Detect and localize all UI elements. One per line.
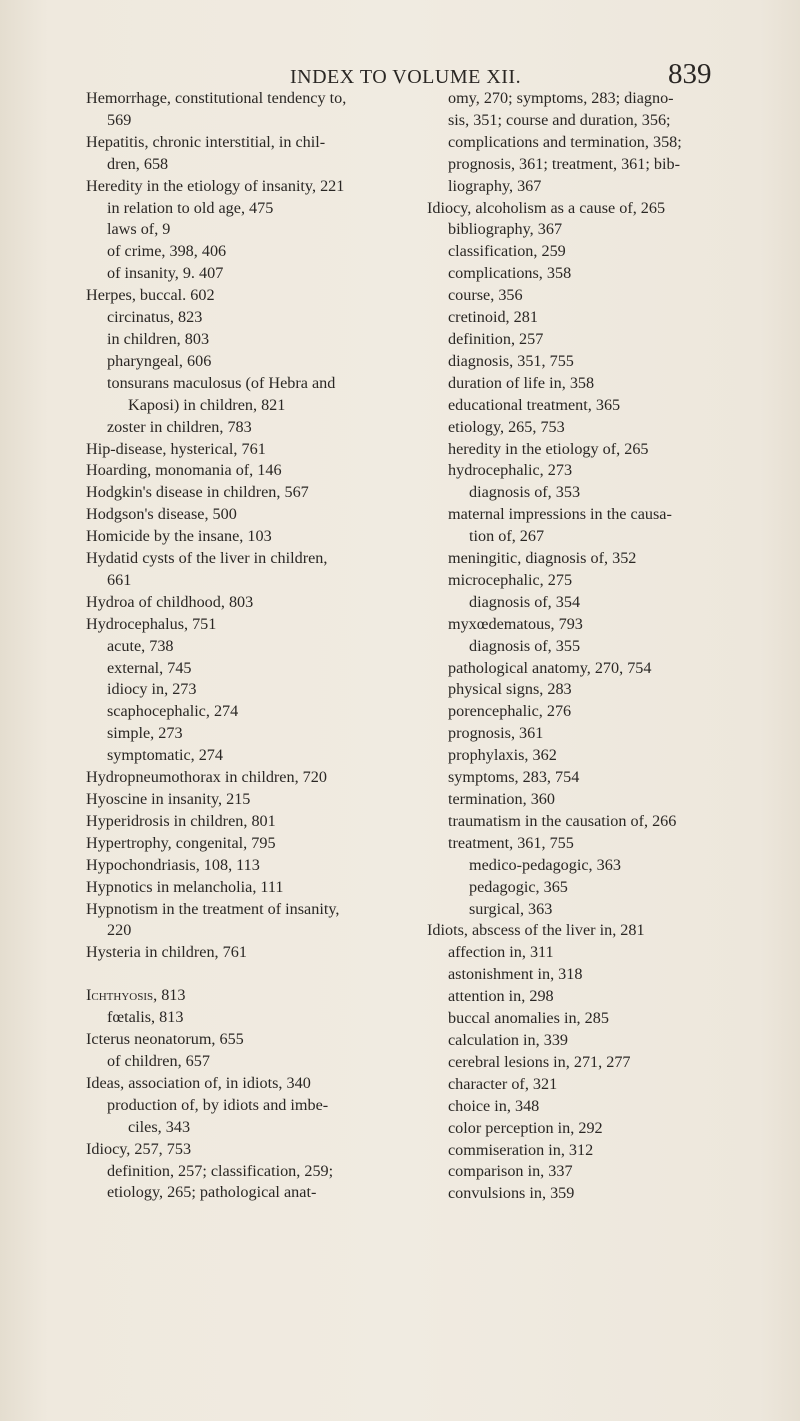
index-entry: Icterus neonatorum, 655 (86, 1030, 244, 1049)
index-entry: bibliography, 367 (448, 220, 563, 239)
index-entry: Idiots, abscess of the liver in, 281 (427, 921, 645, 940)
index-entry: production of, by idiots and imbe- (107, 1095, 329, 1114)
index-entry: Ideas, association of, in idiots, 340 (86, 1073, 311, 1092)
index-entry: acute, 738 (107, 636, 174, 655)
index-entry: Hypochondriasis, 108, 113 (86, 855, 260, 874)
index-entry: comparison in, 337 (448, 1162, 573, 1181)
index-entry: pedagogic, 365 (469, 877, 568, 896)
index-entry: Hyperidrosis in children, 801 (86, 811, 276, 830)
index-entry: duration of life in, 358 (448, 373, 595, 392)
index-entry: Hemorrhage, constitutional tendency to, (86, 89, 347, 107)
index-entry: classification, 259 (448, 242, 566, 261)
index-entry: microcephalic, 275 (448, 570, 573, 589)
index-entry: pathological anatomy, 270, 754 (448, 658, 652, 677)
index-entry: Hypertrophy, congenital, 795 (86, 833, 276, 852)
index-entry: physical signs, 283 (448, 680, 572, 699)
index-entry: symptoms, 283, 754 (448, 768, 580, 787)
index-entry: liography, 367 (448, 176, 542, 195)
index-entry: 220 (107, 921, 132, 940)
index-entry: of insanity, 9. 407 (107, 264, 224, 283)
index-column-right (427, 88, 777, 1205)
index-entry: diagnosis, 351, 755 (448, 351, 574, 370)
index-entry: convulsions in, 359 (448, 1184, 575, 1203)
index-entry: Hydropneumothorax in children, 720 (86, 768, 327, 787)
index-entry: prognosis, 361; treatment, 361; bib- (448, 154, 680, 173)
index-entry: definition, 257; classification, 259; (107, 1161, 334, 1180)
index-entry: porencephalic, 276 (448, 702, 572, 721)
index-entry: Ichthyosis, 813 (86, 986, 186, 1005)
index-entry: simple, 273 (107, 724, 183, 743)
index-entry: attention in, 298 (448, 987, 554, 1006)
index-entry: tonsurans maculosus (of Hebra and (107, 373, 336, 392)
index-entry: etiology, 265; pathological anat- (107, 1183, 317, 1202)
index-entry: zoster in children, 783 (107, 417, 252, 436)
running-title: INDEX TO VOLUME XII. (290, 66, 522, 88)
index-entry: fœtalis, 813 (107, 1008, 184, 1027)
index-entry: dren, 658 (107, 154, 169, 173)
index-entry: diagnosis of, 353 (469, 483, 581, 502)
index-entry: sis, 351; course and duration, 356; (448, 110, 671, 129)
index-entry: affection in, 311 (448, 943, 554, 962)
index-entry: tion of, 267 (469, 527, 545, 546)
index-entry: ciles, 343 (128, 1117, 191, 1136)
index-entry: treatment, 361, 755 (448, 833, 574, 852)
index-entry: heredity in the etiology of, 265 (448, 439, 649, 458)
index-entry: prognosis, 361 (448, 724, 544, 743)
index-entry: choice in, 348 (448, 1096, 540, 1115)
index-entry: prophylaxis, 362 (448, 746, 557, 765)
index-entry: commiseration in, 312 (448, 1140, 594, 1159)
index-entry: surgical, 363 (469, 899, 553, 918)
index-entry: of children, 657 (107, 1051, 210, 1070)
index-entry: etiology, 265, 753 (448, 417, 565, 436)
index-entry: omy, 270; symptoms, 283; diagno- (448, 89, 674, 107)
index-entry: buccal anomalies in, 285 (448, 1009, 609, 1028)
index-entry: Hypnotism in the treatment of insanity, (86, 899, 340, 918)
index-entry: color perception in, 292 (448, 1118, 603, 1137)
index-entry: complications and termination, 358; (448, 132, 682, 151)
index-entry: diagnosis of, 355 (469, 636, 581, 655)
index-entry: Hyoscine in insanity, 215 (86, 790, 251, 808)
index-entry: meningitic, diagnosis of, 352 (448, 549, 637, 568)
index-entry: in relation to old age, 475 (107, 198, 274, 217)
index-entry: Hypnotics in melancholia, 111 (86, 877, 284, 896)
index-entry: 661 (107, 570, 132, 589)
index-entry: idiocy in, 273 (107, 680, 197, 699)
index-entry: Homicide by the insane, 103 (86, 527, 272, 546)
index-entry: Hepatitis, chronic interstitial, in chil- (86, 132, 326, 151)
index-entry: of crime, 398, 406 (107, 242, 227, 261)
index-entry: course, 356 (448, 286, 523, 305)
index-entry: symptomatic, 274 (107, 746, 223, 765)
index-entry: traumatism in the causation of, 266 (448, 811, 677, 830)
index-entry: Hydrocephalus, 751 (86, 614, 217, 633)
index-entry: Hip-disease, hysterical, 761 (86, 439, 266, 458)
index-entry: medico-pedagogic, 363 (469, 855, 621, 874)
index-entry: hydrocephalic, 273 (448, 461, 573, 480)
index-entry: in children, 803 (107, 329, 210, 348)
index-entry: Hodgson's disease, 500 (86, 505, 237, 524)
index-entry: educational treatment, 365 (448, 395, 621, 414)
index-entry: cretinoid, 281 (448, 308, 538, 327)
page-number: 839 (668, 58, 712, 90)
index-entry: Hodgkin's disease in children, 567 (86, 483, 309, 502)
index-entry: myxœdematous, 793 (448, 614, 583, 633)
index-entry: Hydroa of childhood, 803 (86, 592, 254, 611)
index-entry: 569 (107, 110, 132, 129)
index-entry: Hydatid cysts of the liver in children, (86, 549, 328, 568)
index-entry: Hysteria in children, 761 (86, 943, 247, 962)
index-entry: scaphocephalic, 274 (107, 702, 239, 721)
index-entry: maternal impressions in the causa- (448, 505, 672, 524)
index-entry: circinatus, 823 (107, 308, 203, 327)
index-entry: complications, 358 (448, 264, 572, 283)
index-entry: definition, 257 (448, 329, 544, 348)
index-entry: astonishment in, 318 (448, 965, 583, 984)
index-entry: character of, 321 (448, 1074, 558, 1093)
index-entry: calculation in, 339 (448, 1030, 569, 1049)
index-entry: termination, 360 (448, 790, 555, 808)
index-entry: external, 745 (107, 658, 192, 677)
index-entry: Herpes, buccal. 602 (86, 286, 215, 305)
index-column-left (86, 88, 436, 1204)
index-entry: Heredity in the etiology of insanity, 221 (86, 176, 345, 195)
index-entry: pharyngeal, 606 (107, 351, 212, 370)
index-entry: laws of, 9 (107, 220, 171, 239)
index-entry: diagnosis of, 354 (469, 592, 581, 611)
index-entry: Idiocy, alcoholism as a cause of, 265 (427, 198, 666, 217)
index-entry: cerebral lesions in, 271, 277 (448, 1052, 631, 1071)
index-entry: Idiocy, 257, 753 (86, 1139, 192, 1158)
index-entry: Hoarding, monomania of, 146 (86, 461, 282, 480)
section-gap (86, 964, 436, 985)
index-entry: Kaposi) in children, 821 (128, 395, 286, 414)
